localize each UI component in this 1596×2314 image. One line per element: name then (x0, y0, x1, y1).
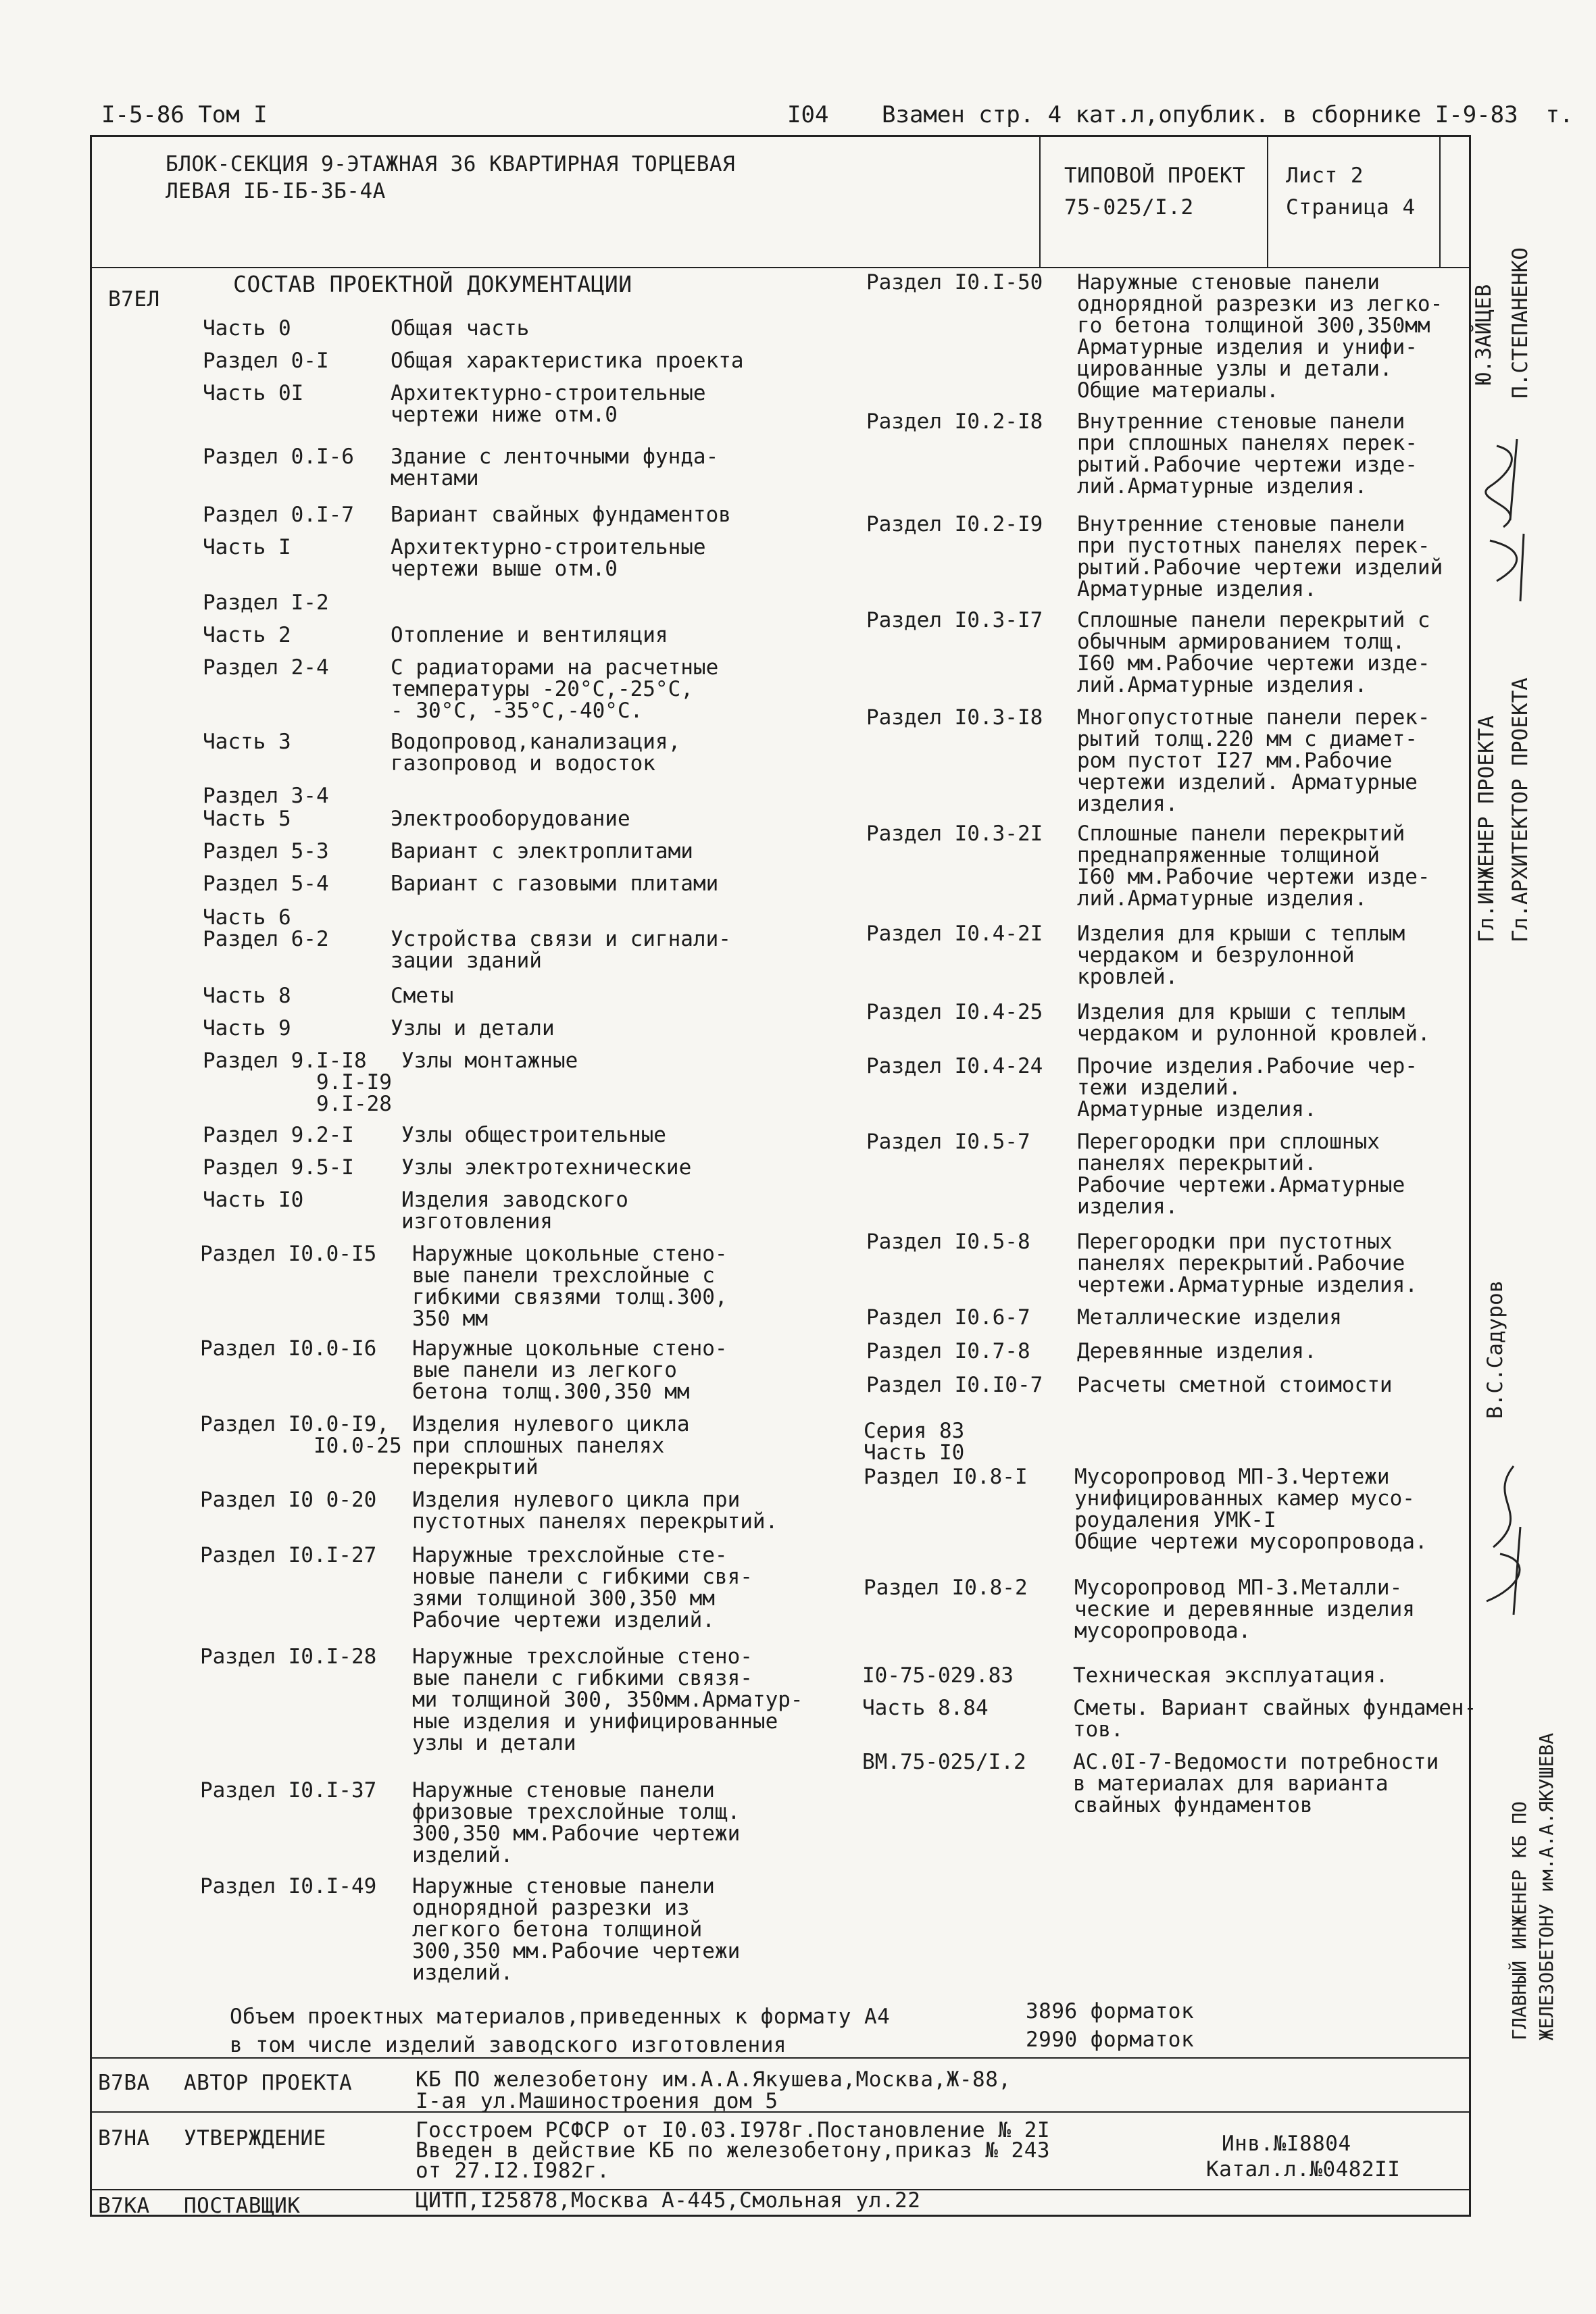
entry-title: Водопровод,канализация, газопровод и водосток (391, 730, 681, 776)
entry-title: Здание с ленточными фунда- ментами (391, 445, 719, 491)
list-item (862, 1751, 1439, 1816)
list-item (862, 1665, 1389, 1686)
entry-title: Мусоропровод МП-3.Металли- ческие и деревянные изделия мусоропровода. (1074, 1576, 1415, 1643)
entry-label: Часть 9 (203, 1016, 291, 1040)
title-block-vline (1039, 135, 1041, 268)
entry-label: Раздел 6-2 (203, 927, 329, 951)
entry-title: Перегородки при сплошных панелях перекрытий. Рабочие чертежи.Арматурные изделия. (1077, 1130, 1405, 1219)
entry-label: Раздел I0.I0-7 (866, 1373, 1043, 1397)
entry-title: Узлы и детали (391, 1016, 555, 1040)
entry-label: Раздел 5-3 (203, 839, 329, 863)
entry-label: Раздел I0.4-2I (866, 922, 1043, 946)
entry-title: Электрооборудование (391, 807, 630, 831)
entry-title: Наружные стеновые панели фризовые трехслойные толщ. 300,350 мм.Рабочие чертежи изделий. (412, 1778, 741, 1867)
volume-value1: 3896 форматок (1026, 1999, 1195, 2023)
entry-label: Серия 83 Часть I0 (864, 1419, 965, 1465)
entry-label: Раздел I0.3-I8 (866, 705, 1043, 730)
entry-label: Раздел I0.3-2I (866, 822, 1043, 846)
code-b7na: В7НА (98, 2126, 150, 2150)
list-item (203, 785, 391, 807)
list-item (200, 1780, 740, 1866)
list-item (203, 536, 706, 580)
list-item (866, 1374, 1393, 1396)
entry-label: Часть 8 (203, 984, 291, 1008)
section-heading: СОСТАВ ПРОЕКТНОЙ ДОКУМЕНТАЦИИ (233, 271, 632, 297)
entry-label: Раздел I0.I-50 (866, 270, 1043, 295)
entry-title: Сплошные панели перекрытий с обычным армированием толщ. I60 мм.Рабочие чертежи изде- лий.Арматурные изделия. (1077, 608, 1430, 697)
list-item (203, 1189, 628, 1232)
entry-label: Раздел I-2 (203, 590, 329, 615)
entry-label: Раздел I0.8-I (864, 1465, 1028, 1489)
volume-line2: в том числе изделий заводского изготовления (230, 2033, 787, 2057)
list-item (864, 1420, 1074, 1463)
replacement-note: Взамен стр. 4 кат.л,опублик. в сборнике I-9-83 т. (882, 101, 1574, 128)
list-item (203, 446, 718, 489)
title-block-vline (1267, 135, 1268, 268)
entry-label: Раздел I0.I-37 (200, 1778, 377, 1803)
inventory-number: Инв.№I8804 (1222, 2132, 1351, 2156)
entry-title: Архитектурно-строительные чертежи ниже отм.0 (391, 381, 706, 427)
entry-label: ВМ.75-025/I.2 (862, 1750, 1026, 1774)
list-item (864, 1577, 1415, 1642)
entry-title: Общая часть (391, 316, 530, 341)
list-item (203, 624, 668, 646)
entry-label: Часть 8.84 (862, 1696, 989, 1720)
list-item (866, 707, 1430, 815)
list-item (866, 1001, 1430, 1045)
entry-title: Архитектурно-строительные чертежи выше отм.0 (391, 535, 706, 581)
list-item (866, 1340, 1317, 1362)
entry-label: I0-75-029.83 (862, 1663, 1014, 1688)
approval-label: УТВЕРЖДЕНИЕ (184, 2126, 326, 2150)
list-item (203, 928, 731, 972)
list-item (203, 808, 630, 830)
entry-label: Раздел I0.I-27 (200, 1543, 377, 1567)
code-b7ka: В7КА (98, 2194, 150, 2218)
entry-label: Раздел I0.I-28 (200, 1644, 377, 1669)
entry-label: Часть I0 (203, 1188, 304, 1212)
list-item (203, 1050, 578, 1115)
entry-label: Раздел 9.I-I8 9.I-I9 9.I-28 (203, 1049, 392, 1116)
list-item (200, 1876, 740, 1984)
volume-value2: 2990 форматок (1026, 2028, 1195, 2052)
entry-label: Раздел I0.0-I5 (200, 1242, 377, 1266)
entry-title: Сплошные панели перекрытий преднапряженные толщиной I60 мм.Рабочие чертежи изде- лий.Арматурные изделия. (1077, 822, 1430, 911)
list-item (866, 272, 1443, 401)
list-item (203, 907, 391, 928)
list-item (200, 1413, 690, 1478)
entry-title: Вариант с электроплитами (391, 839, 693, 863)
entry-title: Наружные трехслойные сте- новые панели с гибкими свя- зями толщиной 300,350 мм Рабочие чертежи изделий. (412, 1543, 753, 1632)
entry-label: Раздел 2-4 (203, 655, 329, 680)
entry-title: Вариант с газовыми плитами (391, 872, 719, 896)
signature-role: ЖЕЛЕЗОБЕТОНУ им.А.А.ЯКУШЕВА (1535, 1732, 1557, 2040)
list-item (200, 1544, 753, 1631)
entry-label: Раздел I0.I-49 (200, 1874, 377, 1898)
entry-title: Изделия заводского изготовления (401, 1188, 628, 1234)
entry-label: Раздел I0.7-8 (866, 1339, 1030, 1363)
list-item (203, 1017, 555, 1039)
list-item (200, 1243, 728, 1330)
list-item (203, 840, 693, 862)
signature-role: Гл.ИНЖЕНЕР ПРОЕКТА (1474, 715, 1499, 942)
entry-label: Часть 5 (203, 807, 291, 831)
entry-title: Изделия нулевого цикла при пустотных панелях перекрытий. (412, 1488, 778, 1534)
entry-label: Раздел 9.5-I (203, 1155, 354, 1180)
code-b7va: В7ВА (98, 2071, 150, 2095)
entry-label: Раздел I0.5-8 (866, 1230, 1030, 1254)
entry-title: Изделия для крыши с теплым чердаком и безрулонной кровлей. (1077, 922, 1405, 989)
entry-title: Наружные цокольные стено- вые панели трехслойные с гибкими связями толщ.300, 350 мм (412, 1242, 728, 1331)
entry-label: Раздел 0.I-6 (203, 445, 354, 469)
list-item (203, 504, 731, 526)
list-item (862, 1697, 1476, 1740)
entry-title: Вариант свайных фундаментов (391, 503, 731, 527)
entry-title: Расчеты сметной стоимости (1077, 1373, 1393, 1397)
list-item (203, 657, 718, 722)
running-header-volume: I-5-86 Том I (101, 101, 268, 128)
entry-title: Отопление и вентиляция (391, 623, 668, 647)
entry-title: Мусоропровод МП-3.Чертежи унифицированных камер мусо- роудаления УМК-I Общие чертежи мусоропровода. (1074, 1465, 1428, 1554)
list-item (866, 1231, 1418, 1296)
entry-label: Раздел I0.8-2 (864, 1576, 1028, 1600)
entry-title: Наружные трехслойные стено- вые панели с гибкими связя- ми толщиной 300, 350мм.Арматур- ные изделия и унифицированные узлы и детали (412, 1644, 803, 1755)
list-item (866, 923, 1405, 988)
list-item (200, 1489, 778, 1532)
handwritten-signature (1470, 432, 1551, 608)
entry-title: Металлические изделия (1077, 1305, 1342, 1330)
entry-label: Раздел I0.0-I9, I0.0-25 (200, 1412, 402, 1458)
entry-title: Деревянные изделия. (1077, 1339, 1317, 1363)
list-item (866, 1131, 1405, 1217)
typical-project-label: ТИПОВОЙ ПРОЕКТ (1064, 164, 1246, 188)
page-label: Страница 4 (1286, 195, 1416, 220)
list-item (866, 609, 1430, 696)
entry-title: Прочие изделия.Рабочие чер- тежи изделий. Арматурные изделия. (1077, 1054, 1418, 1122)
list-item (203, 318, 529, 339)
entry-title: Внутренние стеновые панели при пустотных панелях перек- рытий.Рабочие чертежи изделий Арматурные изделия. (1077, 512, 1443, 601)
entry-label: Раздел I0 0-20 (200, 1488, 377, 1512)
entry-label: Раздел I0.2-I8 (866, 409, 1043, 434)
entry-title: Устройства связи и сигнали- зации зданий (391, 927, 731, 973)
list-item (203, 985, 453, 1007)
entry-title: Сметы. Вариант свайных фундамен- тов. (1073, 1696, 1477, 1742)
entry-label: Часть 0I (203, 381, 304, 405)
list-item (203, 592, 391, 613)
title-block-vline (1439, 135, 1441, 268)
entry-title: Узлы монтажные (401, 1049, 578, 1073)
signature-role: ГЛАВНЫЙ ИНЖЕНЕР КБ ПО (1508, 1801, 1530, 2040)
list-item (203, 350, 744, 372)
project-title-line1: БЛОК-СЕКЦИЯ 9-ЭТАЖНАЯ 36 КВАРТИРНАЯ ТОРЦЕВАЯ (166, 152, 736, 176)
entry-title: Техническая эксплуатация. (1073, 1663, 1389, 1688)
entry-label: Раздел I0.4-24 (866, 1054, 1043, 1078)
list-item (203, 873, 718, 895)
code-b7el: В7ЕЛ (108, 287, 160, 311)
entry-label: Часть I (203, 535, 291, 559)
list-item (200, 1646, 803, 1754)
signature-name: Ю.ЗАЙЦЕВ (1472, 284, 1496, 385)
entry-label: Раздел I0.4-25 (866, 1000, 1043, 1024)
supplier-label: ПОСТАВЩИК (184, 2194, 301, 2218)
author-label: АВТОР ПРОЕКТА (184, 2071, 353, 2095)
entry-label: Часть 0 (203, 316, 291, 341)
list-item (203, 1157, 691, 1178)
entry-label: Раздел 0.I-7 (203, 503, 354, 527)
entry-title: Сметы (391, 984, 454, 1008)
author-text: КБ ПО железобетону им.А.А.Якушева,Москва,Ж-88, I-ая ул.Машиностроения дом 5 (416, 2067, 1012, 2113)
list-item (866, 1055, 1418, 1120)
list-item (203, 1124, 666, 1146)
list-item (866, 1307, 1342, 1328)
entry-title: АС.0I-7-Ведомости потребности в материалах для варианта свайных фундаментов (1073, 1750, 1439, 1817)
list-item (866, 823, 1430, 909)
entry-label: Раздел 0-I (203, 349, 329, 373)
signature-name: В.С.Садуров (1483, 1280, 1507, 1419)
entry-title: Наружные стеновые панели однорядной разрезки из легко- го бетона толщиной 300,350мм Арматурные изделия и унифи- цированные узлы и детали. Общие материалы. (1077, 270, 1443, 403)
entry-label: Раздел 5-4 (203, 872, 329, 896)
list-item (866, 513, 1443, 600)
list-item (866, 411, 1418, 497)
entry-label: Раздел 9.2-I (203, 1123, 354, 1147)
handwritten-signature (1473, 1459, 1547, 1621)
entry-label: Часть 3 (203, 730, 291, 754)
entry-title: Наружные цокольные стено- вые панели из легкого бетона толщ.300,350 мм (412, 1336, 728, 1404)
entry-title: Изделия для крыши с теплым чердаком и рулонной кровлей. (1077, 1000, 1430, 1046)
sheet-number: Лист 2 (1286, 164, 1364, 188)
signature-role: Гл.АРХИТЕКТОР ПРОЕКТА (1508, 678, 1532, 942)
entry-title: С радиаторами на расчетные температуры -20°С,-25°С, - 30°С, -35°С,-40°С. (391, 655, 719, 723)
footer-divider (90, 2057, 1469, 2059)
entry-title: Узлы общестроительные (401, 1123, 666, 1147)
page-number: I04 (787, 101, 829, 128)
volume-line1: Объем проектных материалов,приведенных к формату А4 (230, 2005, 891, 2029)
entry-title: Общая характеристика проекта (391, 349, 744, 373)
list-item (203, 731, 680, 774)
entry-title: Перегородки при пустотных панелях перекрытий.Рабочие чертежи.Арматурные изделия. (1077, 1230, 1418, 1297)
project-number: 75-025/I.2 (1064, 195, 1194, 220)
entry-label: Раздел I0.5-7 (866, 1130, 1030, 1154)
footer-divider (90, 2111, 1469, 2113)
catalog-sheet: Катал.л.№0482II (1206, 2157, 1401, 2182)
entry-label: Раздел 3-4 (203, 784, 329, 808)
entry-label: Раздел I0.6-7 (866, 1305, 1030, 1330)
entry-label: Раздел I0.0-I6 (200, 1336, 377, 1361)
list-item (864, 1466, 1428, 1553)
entry-title: Внутренние стеновые панели при сплошных панелях перек- рытий.Рабочие чертежи изде- лий.Арматурные изделия. (1077, 409, 1418, 499)
entry-label: Раздел I0.3-I7 (866, 608, 1043, 632)
supplier-text: ЦИТП,I25878,Москва А-445,Смольная ул.22 (416, 2188, 921, 2213)
approval-text: Госстроем РСФСР от I0.03.I978г.Постановление № 2I Введен в действие КБ по железобетону,приказ № 243 от 27.I2.I982г. (416, 2118, 1051, 2183)
entry-title: Узлы электротехнические (401, 1155, 692, 1180)
entry-title: Наружные стеновые панели однорядной разрезки из легкого бетона толщиной 300,350 мм.Рабочие чертежи изделий. (412, 1874, 741, 1985)
entry-label: Раздел I0.2-I9 (866, 512, 1043, 536)
list-item (203, 382, 706, 426)
entry-title: Многопустотные панели перек- рытий толщ.220 мм с диамет- ром пустот I27 мм.Рабочие чертежи изделий. Арматурные изделия. (1077, 705, 1430, 816)
entry-label: Часть 2 (203, 623, 291, 647)
project-title-line2: ЛЕВАЯ IБ-IБ-3Б-4А (166, 179, 386, 203)
entry-title: Изделия нулевого цикла при сплошных панелях перекрытий (412, 1412, 690, 1480)
list-item (200, 1338, 728, 1403)
entry-label: Часть 6 (203, 905, 291, 930)
title-block-divider (90, 267, 1469, 268)
signature-name: П.СТЕПАНЕНКО (1508, 247, 1532, 399)
